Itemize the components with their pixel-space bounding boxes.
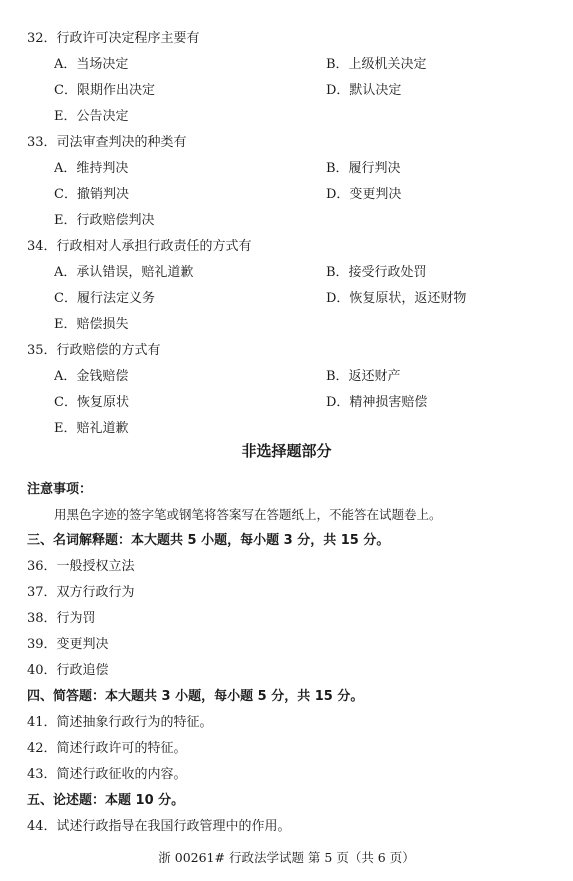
page-footer: 浙 00261# 行政法学试题 第 5 页（共 6 页） — [158, 850, 415, 865]
question-34-option-b: B．接受行政处罚 — [326, 265, 427, 280]
question-34-option-d: D．恢复原状，返还财物 — [326, 291, 467, 306]
question-32-option-d: D．默认决定 — [326, 83, 402, 98]
question-37: 37．双方行政行为 — [27, 585, 135, 600]
question-33-option-a: A．维持判决 — [54, 161, 129, 176]
question-41: 41．简述抽象行政行为的特征。 — [27, 715, 213, 730]
question-39: 39．变更判决 — [27, 637, 109, 652]
question-33-option-c: C．撤销判决 — [54, 187, 129, 202]
question-34-stem: 34．行政相对人承担行政责任的方式有 — [27, 239, 252, 254]
part-4-heading: 四、简答题：本大题共 3 小题，每小题 5 分，共 15 分。 — [27, 689, 364, 704]
question-33-option-d: D．变更判决 — [326, 187, 402, 202]
question-35-option-c: C．恢复原状 — [54, 395, 129, 410]
question-32-option-e: E．公告决定 — [54, 109, 129, 124]
part-3-heading: 三、名词解释题：本大题共 5 小题，每小题 3 分，共 15 分。 — [27, 533, 390, 548]
question-35-option-b: B．返还财产 — [326, 369, 401, 384]
question-43: 43．简述行政征收的内容。 — [27, 767, 187, 782]
question-35-option-d: D．精神损害赔偿 — [326, 395, 428, 410]
question-33-option-e: E．行政赔偿判决 — [54, 213, 155, 228]
question-38: 38．行为罚 — [27, 611, 96, 626]
question-33-option-b: B．履行判决 — [326, 161, 401, 176]
notice-text: 用黑色字迹的签字笔或钢笔将答案写在答题纸上，不能答在试题卷上。 — [54, 507, 442, 522]
question-44: 44．试述行政指导在我国行政管理中的作用。 — [27, 819, 291, 834]
question-34-option-a: A．承认错误，赔礼道歉 — [54, 265, 194, 280]
notice-label: 注意事项： — [27, 482, 93, 497]
question-35-option-a: A．金钱赔偿 — [54, 369, 129, 384]
question-36: 36．一般授权立法 — [27, 559, 135, 574]
question-35-option-e: E．赔礼道歉 — [54, 421, 129, 436]
question-33-stem: 33．司法审查判决的种类有 — [27, 135, 187, 150]
question-34-option-c: C．履行法定义务 — [54, 291, 155, 306]
question-42: 42．简述行政许可的特征。 — [27, 741, 187, 756]
question-40: 40．行政追偿 — [27, 663, 109, 678]
question-32-stem: 32．行政许可决定程序主要有 — [27, 31, 200, 46]
non-choice-section-title: 非选择题部分 — [241, 442, 332, 460]
question-32-option-a: A．当场决定 — [54, 57, 129, 72]
question-35-stem: 35．行政赔偿的方式有 — [27, 343, 161, 358]
part-5-heading: 五、论述题：本题 10 分。 — [27, 793, 185, 808]
question-34-option-e: E．赔偿损失 — [54, 317, 129, 332]
question-32-option-b: B．上级机关决定 — [326, 57, 427, 72]
question-32-option-c: C．限期作出决定 — [54, 83, 155, 98]
